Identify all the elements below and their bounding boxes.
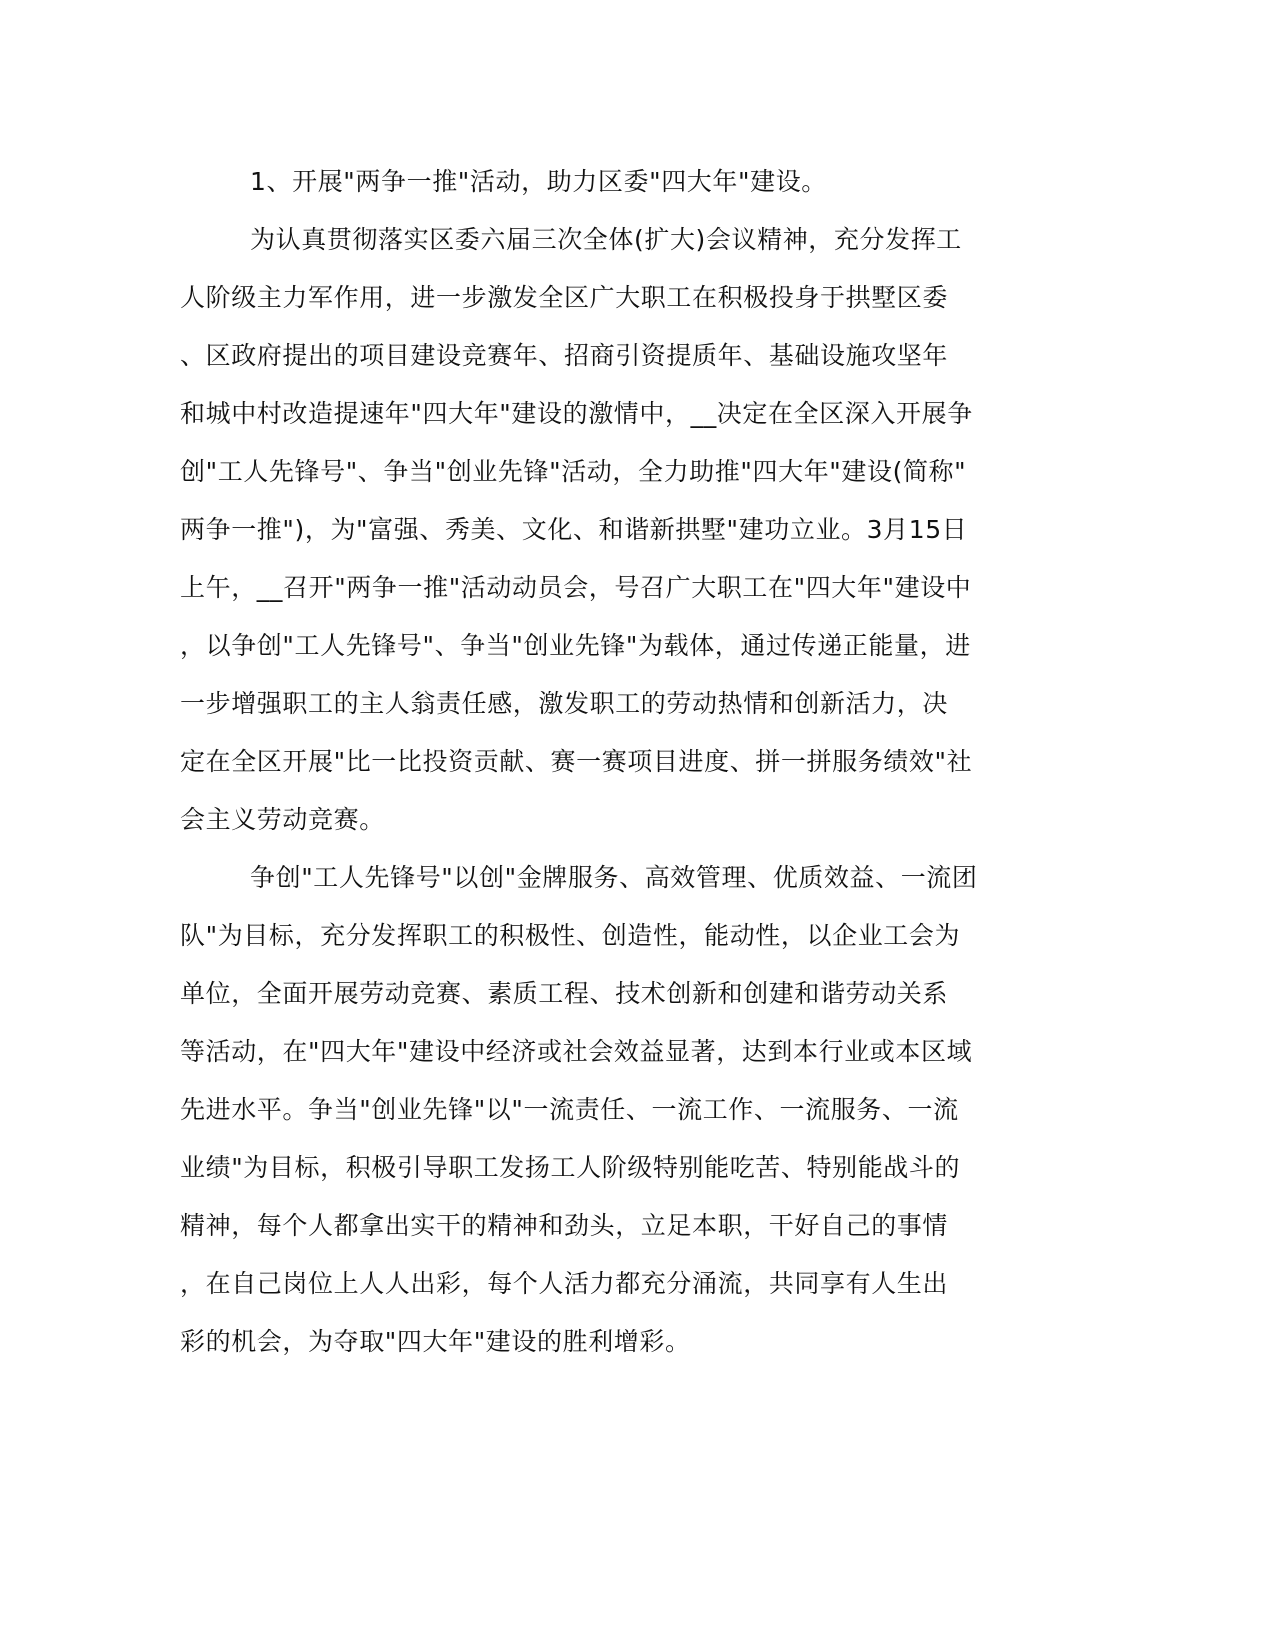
section-heading: 1、开展"两争一推"活动，助力区委"四大年"建设。 [250, 167, 827, 196]
paragraph-line: 业绩"为目标，积极引导职工发扬工人阶级特别能吃苦、特别能战斗的 [180, 1153, 961, 1182]
paragraph-line: 上午，__召开"两争一推"活动动员会，号召广大职工在"四大年"建设中 [180, 573, 972, 602]
paragraph-line: 会主义劳动竞赛。 [180, 805, 385, 834]
paragraph-line: 创"工人先锋号"、争当"创业先锋"活动，全力助推"四大年"建设(简称" [180, 457, 967, 486]
paragraph-line: 单位，全面开展劳动竞赛、素质工程、技术创新和创建和谐劳动关系 [180, 979, 949, 1008]
paragraph-line: 先进水平。争当"创业先锋"以"一流责任、一流工作、一流服务、一流 [180, 1095, 959, 1124]
paragraph-line: ，在自己岗位上人人出彩，每个人活力都充分涌流，共同享有人生出 [180, 1269, 949, 1298]
paragraph-line: 精神，每个人都拿出实干的精神和劲头，立足本职，干好自己的事情 [180, 1211, 949, 1240]
paragraph-line: 和城中村改造提速年"四大年"建设的激情中，__决定在全区深入开展争 [180, 399, 973, 428]
paragraph-line: ，以争创"工人先锋号"、争当"创业先锋"为载体，通过传递正能量，进 [180, 631, 971, 660]
paragraph-line: 两争一推")，为"富强、秀美、文化、和谐新拱墅"建功立业。3月15日 [180, 515, 968, 544]
paragraph-line: 为认真贯彻落实区委六届三次全体(扩大)会议精神，充分发挥工 [250, 225, 962, 254]
paragraph-line: 人阶级主力军作用，进一步激发全区广大职工在积极投身于拱墅区委 [180, 283, 949, 312]
paragraph-line: 队"为目标，充分发挥职工的积极性、创造性，能动性，以企业工会为 [180, 921, 961, 950]
paragraph-line: 争创"工人先锋号"以创"金牌服务、高效管理、优质效益、一流团 [250, 863, 978, 892]
paragraph-line: 彩的机会，为夺取"四大年"建设的胜利增彩。 [180, 1327, 691, 1356]
paragraph-line: 定在全区开展"比一比投资贡献、赛一赛项目进度、拼一拼服务绩效"社 [180, 747, 973, 776]
paragraph-line: 一步增强职工的主人翁责任感，激发职工的劳动热情和创新活力，决 [180, 689, 949, 718]
paragraph-line: 等活动，在"四大年"建设中经济或社会效益显著，达到本行业或本区域 [180, 1037, 973, 1066]
paragraph-line: 、区政府提出的项目建设竞赛年、招商引资提质年、基础设施攻坚年 [180, 341, 949, 370]
